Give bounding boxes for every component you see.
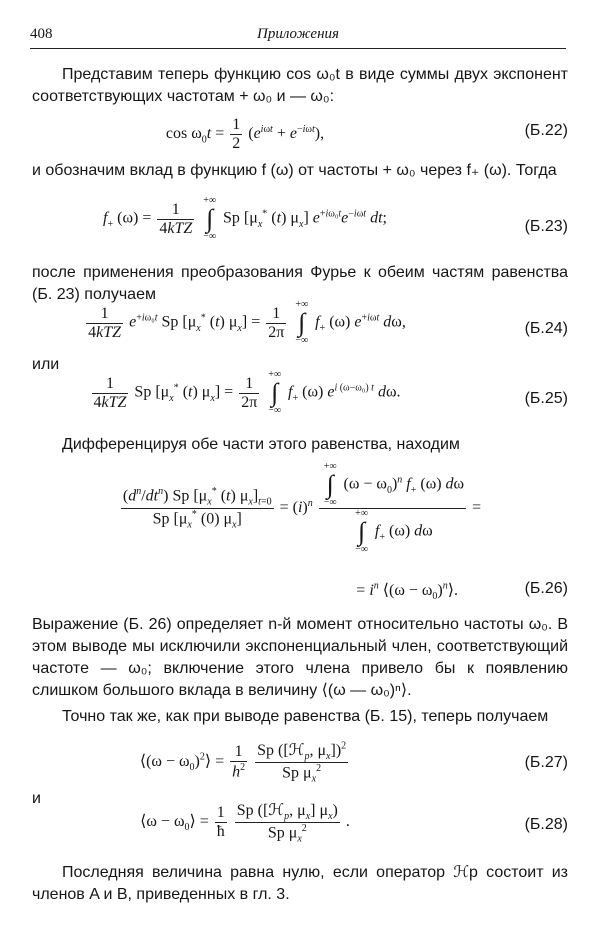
equation-b22 xyxy=(32,116,568,156)
page-header xyxy=(30,24,566,49)
equation-b28 xyxy=(32,800,568,850)
paragraph: или xyxy=(32,356,60,373)
formula: $f_+$ (ω) = $\frac{1}{\text{4kTZ}}$ +∞ ∫ −∞ Sp [$\mu_x^*$ (t) $\mu_x$] $e^{+i\omega_0t}e^{-i\omega t}$ dt; xyxy=(103,195,387,242)
equation-number: (Б.26) xyxy=(524,580,568,597)
equation-number: (Б.25) xyxy=(524,390,568,407)
equation-number: (Б.28) xyxy=(524,816,568,833)
paragraph: и xyxy=(32,790,41,807)
equation-b23 xyxy=(32,196,568,260)
formula: ⟨(ω − $\omega_0)^2⟩$ = $\frac{1}{h^2}$ $\frac{Sp ([ℋ_p, \mu_x])^2}{Sp \mu_x^2}$ xyxy=(139,740,347,785)
equation-number: (Б.23) xyxy=(524,218,568,235)
paragraph: после применения преобразования Фурье к обеим частям равенства (Б. 23) получаем xyxy=(32,264,568,303)
equation-b27 xyxy=(32,740,568,790)
formula: $\cos \omega_0t$ = $\frac{1}{2}$ $(e^{i\omega t} + e^{-i\omega t})$, xyxy=(165,116,325,152)
formula-continuation: = $i^n$ ⟨(ω − $\omega_0)^n⟩$. xyxy=(356,580,458,603)
equation-number: (Б.22) xyxy=(524,122,568,139)
formula: $\frac{1}{\text{4kTZ}}$ Sp [$\mu_x^*$ (t) $\mu_x$] = $\frac{1}{2\pi}$ +∞ ∫ −∞ $f_+$ (ω) $e^{i (\omega-\omega_0) t}$ dω. xyxy=(93,369,401,416)
paragraph: и обозначим вклад в функцию f (ω) от частоты + ω₀ через f₊ (ω). Тогда xyxy=(32,162,557,179)
equation-b26 xyxy=(32,462,568,612)
running-title: Приложения xyxy=(256,26,339,42)
paragraph: Представим теперь функцию cos ω₀t в виде суммы двух экспонент соответствующих частотам + ω₀ и — ω₀: xyxy=(32,66,568,105)
paragraph: Дифференцируя обе части этого равенства, находим xyxy=(62,436,460,453)
formula: ⟨ω − $\omega_0⟩$ = $\frac{1}{ħ}$ $\frac{Sp ([ℋ_p, \mu_x] \mu_x)}{Sp \mu_x^2}$ . xyxy=(140,802,350,845)
paragraph: Последняя величина равна нулю, если оператор ℋp состоит из членов A и B, приведенных в гл. 3. xyxy=(32,864,568,903)
paragraph: Выражение (Б. 26) определяет n-й момент относительно частоты ω₀. В этом выводе мы исключили экспоненциальный член, соответствующий частоте — ω₀; включение этого члена привело бы к появлению слишком большого вклада в величину ⟨(ω — ω₀)ⁿ⟩. xyxy=(32,616,568,699)
equation-number: (Б.24) xyxy=(524,320,568,337)
page-number: 408 xyxy=(30,26,53,42)
formula: $\frac{1}{\text{4kTZ}}$ $e^{+i\omega_0t}$ Sp [$\mu_x^*$ (t) $\mu_x$] = $\frac{1}{2\pi}$ +∞ ∫ −∞ $f_+$ (ω) $e^{+i\omega t}$ dω, xyxy=(88,299,406,346)
formula: $\frac{(d^n/dt^n) Sp [\mu_x^* (t) \mu_x]_{t=0}}{Sp [\mu_x^* (0) \mu_x]}$ = $(i)^n$ +∞ ∫ −∞ $(\omega - \omega_0)^n$ $f_+$ (ω) dω +∞ ∫ −∞ $f_+$ (ω) dω = xyxy=(122,461,482,555)
paragraph: Точно так же, как при выводе равенства (Б. 15), теперь получаем xyxy=(62,708,549,725)
equation-b25 xyxy=(32,370,568,434)
equation-number: (Б.27) xyxy=(524,754,568,771)
